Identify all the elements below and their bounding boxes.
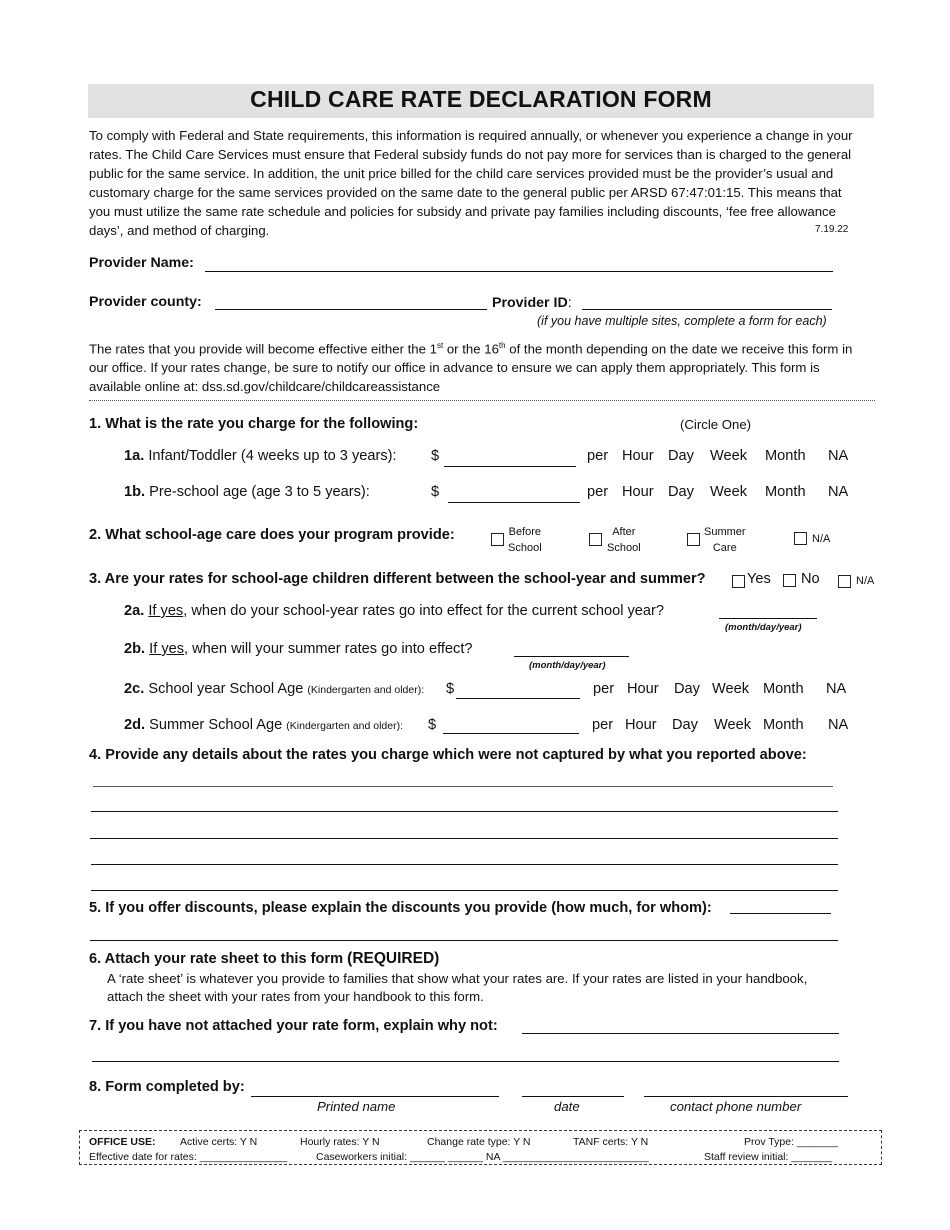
form-title: CHILD CARE RATE DECLARATION FORM <box>250 86 712 112</box>
date-caption: date <box>554 1099 580 1114</box>
provider-id-label-group <box>492 294 572 312</box>
q3-2a-number: 2a. <box>124 603 145 619</box>
q1b-option-month[interactable]: Month <box>765 484 806 500</box>
q3-2c-option-week[interactable]: Week <box>712 681 750 697</box>
q1b-rate-field[interactable] <box>448 502 580 503</box>
q3-2a-row <box>124 603 664 619</box>
before-school-label <box>508 524 542 556</box>
version-number: 7.19.22 <box>815 224 849 235</box>
q1b-label: Pre-school age (age 3 to 5 years): <box>149 484 370 500</box>
q8-label: 8. Form completed by: <box>89 1079 245 1095</box>
q6-label-row <box>89 950 439 968</box>
q3-2d-row <box>124 717 403 733</box>
q3-2c-small: (Kindergarten and older): <box>307 684 425 696</box>
q3-2c-label: School year School Age <box>148 681 304 697</box>
before-school-label-2: School <box>508 542 542 554</box>
q3-2c-dollar: $ <box>446 681 455 697</box>
summer-care-label-1: Summer <box>704 526 746 538</box>
q3-yes-checkbox[interactable] <box>732 575 745 588</box>
provider-id-field[interactable] <box>582 309 832 310</box>
q6-text: A ‘rate sheet’ is whatever you provide to families that show what your rates are. If your rates are listed in your handbook, attach the sheet with your rates from your handbook to this form. <box>107 971 808 1004</box>
summer-care-label <box>704 524 746 556</box>
q1a-option-na[interactable]: NA <box>828 448 849 464</box>
q6-required: (REQUIRED) <box>347 950 440 967</box>
q3-2c-row <box>124 681 424 697</box>
summer-care-label-2: Care <box>712 542 737 554</box>
date-field[interactable] <box>522 1096 624 1097</box>
q5-label: 5. If you offer discounts, please explain the discounts you provide (how much, for whom): <box>89 900 712 916</box>
after-school-label-2: School <box>607 542 641 554</box>
q1b-row-label <box>124 484 370 500</box>
q4-label: 4. Provide any details about the rates you charge which were not captured by what you reported above: <box>89 747 807 763</box>
effective-date-rates: Effective date for rates: _______________ <box>89 1151 288 1163</box>
printed-name-caption: Printed name <box>317 1099 396 1114</box>
q1b-option-week[interactable]: Week <box>710 484 748 500</box>
q3-2b-ifyes: If yes <box>149 641 185 657</box>
active-certs: Active certs: Y N <box>180 1136 258 1148</box>
sup-st: st <box>436 341 444 350</box>
circle-one-note: (Circle One) <box>680 417 752 432</box>
q3-2a-text: , when do your school-year rates go into effect for the current school year? <box>183 603 665 619</box>
q1a-rate-field[interactable] <box>444 466 576 467</box>
q3-2d-option-month[interactable]: Month <box>763 717 804 733</box>
q3-2d-dollar: $ <box>428 717 437 733</box>
q4-line-3[interactable] <box>90 838 838 839</box>
before-school-checkbox[interactable] <box>491 533 504 546</box>
school-year-date-format: (month/day/year) <box>725 622 802 633</box>
q5-field-line[interactable] <box>90 940 838 941</box>
q3-2d-option-day[interactable]: Day <box>672 717 698 733</box>
q7-field-line[interactable] <box>92 1061 839 1062</box>
q1a-per: per <box>587 448 609 464</box>
q1b-option-hour[interactable]: Hour <box>622 484 654 500</box>
phone-field[interactable] <box>644 1096 848 1097</box>
provider-name-field[interactable] <box>205 271 833 272</box>
q1a-dollar: $ <box>431 448 440 464</box>
caseworkers-initial: Caseworkers initial: ______ ______ NA _________________________ <box>316 1151 649 1163</box>
provider-name-label: Provider Name: <box>89 255 194 271</box>
phone-caption: contact phone number <box>670 1099 802 1114</box>
q3-2d-number: 2d. <box>124 717 146 733</box>
effective-paragraph <box>89 336 869 396</box>
q3-na-checkbox[interactable] <box>838 575 851 588</box>
q1b-number: 1b. <box>124 484 146 500</box>
q1a-option-hour[interactable]: Hour <box>622 448 654 464</box>
office-use-label: OFFICE USE: <box>89 1136 156 1148</box>
effective-text-3: of the month depending on the date we receive this form in our office. If your rates change, be sure to notify our office in advance to ensure we can apply them appropriately. This form is available online at: dss.sd.gov/childcare/childcareassistance <box>89 341 853 395</box>
q3-2d-small: (Kindergarten and older): <box>286 720 404 732</box>
q3-2d-label: Summer School Age <box>149 717 283 733</box>
tanf-certs: TANF certs: Y N <box>573 1136 649 1148</box>
q1a-option-day[interactable]: Day <box>668 448 694 464</box>
q1b-option-na[interactable]: NA <box>828 484 849 500</box>
q3-no-checkbox[interactable] <box>783 574 796 587</box>
effective-text-1: The rates that you provide will become effective either the 1 <box>89 341 437 357</box>
multi-sites-note: (if you have multiple sites, complete a form for each) <box>537 314 827 328</box>
summer-date-format: (month/day/year) <box>529 660 606 671</box>
q1a-option-week[interactable]: Week <box>710 448 748 464</box>
q3-no-label: No <box>801 571 820 587</box>
summer-care-checkbox[interactable] <box>687 533 700 546</box>
q3-2c-option-month[interactable]: Month <box>763 681 804 697</box>
printed-name-field[interactable] <box>251 1096 499 1097</box>
q4-line-1[interactable] <box>93 786 833 787</box>
intro-paragraph: To comply with Federal and State requirements, this information is required annually, or whenever you experience a change in your rates. The Child Care Services must ensure that Federal subsidy funds do not pay more for services than is charged to the general public for the same service. In addition, the unit price billed for the child care services provided must be the provider’s usual and customary charge for the same services provided on the same date to the general public per ARSD 67:47:01:15. This means that you must utilize the same rate schedule and policies for subsidy and private pay families including discounts, ‘fee free allowance days’, and method of charging. <box>89 128 853 238</box>
q4-line-2[interactable] <box>91 811 838 812</box>
q3-na-label: N/A <box>856 575 875 587</box>
section-divider <box>89 400 875 401</box>
q1b-option-day[interactable]: Day <box>668 484 694 500</box>
q3-2d-per: per <box>592 717 614 733</box>
q5-field-inline[interactable] <box>730 913 831 914</box>
q1a-label: Infant/Toddler (4 weeks up to 3 years): <box>148 448 397 464</box>
q3-2c-number: 2c. <box>124 681 145 697</box>
q6-label: 6. Attach your rate sheet to this form <box>89 951 348 967</box>
after-school-checkbox[interactable] <box>589 533 602 546</box>
q3-2d-option-hour[interactable]: Hour <box>625 717 657 733</box>
provider-county-label: Provider county: <box>89 294 202 310</box>
q3-2a-ifyes: If yes <box>148 603 184 619</box>
effective-text-2: or the 16 <box>443 341 499 357</box>
q3-2c-per: per <box>593 681 615 697</box>
q4-line-5[interactable] <box>91 890 838 891</box>
q3-2d-option-week[interactable]: Week <box>714 717 752 733</box>
q3-2d-option-na[interactable]: NA <box>828 717 849 733</box>
q3-2b-row <box>124 641 473 657</box>
q3-yes-label: Yes <box>747 571 771 587</box>
hourly-rates: Hourly rates: Y N <box>300 1136 380 1148</box>
q2-na-checkbox[interactable] <box>794 532 807 545</box>
school-year-rate-field[interactable] <box>456 698 580 699</box>
provider-id-label: Provider ID <box>492 295 568 311</box>
provider-county-field[interactable] <box>215 309 487 310</box>
q2-na-label: N/A <box>812 533 831 545</box>
q7-field-inline[interactable] <box>522 1033 839 1034</box>
q3-label: 3. Are your rates for school-age children different between the school-year and summer? <box>89 571 706 587</box>
q3-2b-number: 2b. <box>124 641 146 657</box>
summer-date-field[interactable] <box>514 656 629 657</box>
q3-2b-text: , when will your summer rates go into effect? <box>184 641 473 657</box>
school-year-date-field[interactable] <box>719 618 817 619</box>
prov-type: Prov Type: _______ <box>744 1136 838 1148</box>
sup-th: th <box>498 341 506 350</box>
q3-2c-option-hour[interactable]: Hour <box>627 681 659 697</box>
q4-line-4[interactable] <box>91 864 838 865</box>
q7-label: 7. If you have not attached your rate form, explain why not: <box>89 1018 498 1034</box>
change-rate-type: Change rate type: Y N <box>427 1136 531 1148</box>
q1-label: 1. What is the rate you charge for the following: <box>89 416 419 432</box>
q2-label: 2. What school-age care does your program provide: <box>89 527 455 543</box>
summer-rate-field[interactable] <box>443 733 579 734</box>
q1b-dollar: $ <box>431 484 440 500</box>
provider-id-colon: : <box>567 295 572 311</box>
q1b-per: per <box>587 484 609 500</box>
q3-2c-option-na[interactable]: NA <box>826 681 847 697</box>
q1a-row-label <box>124 448 397 464</box>
q3-2c-option-day[interactable]: Day <box>674 681 700 697</box>
q1a-number: 1a. <box>124 448 145 464</box>
staff-review-initial: Staff review initial: _______ <box>704 1151 833 1163</box>
before-school-label-1: Before <box>508 526 542 538</box>
q1a-option-month[interactable]: Month <box>765 448 806 464</box>
after-school-label-1: After <box>612 526 636 538</box>
after-school-label <box>607 524 641 556</box>
